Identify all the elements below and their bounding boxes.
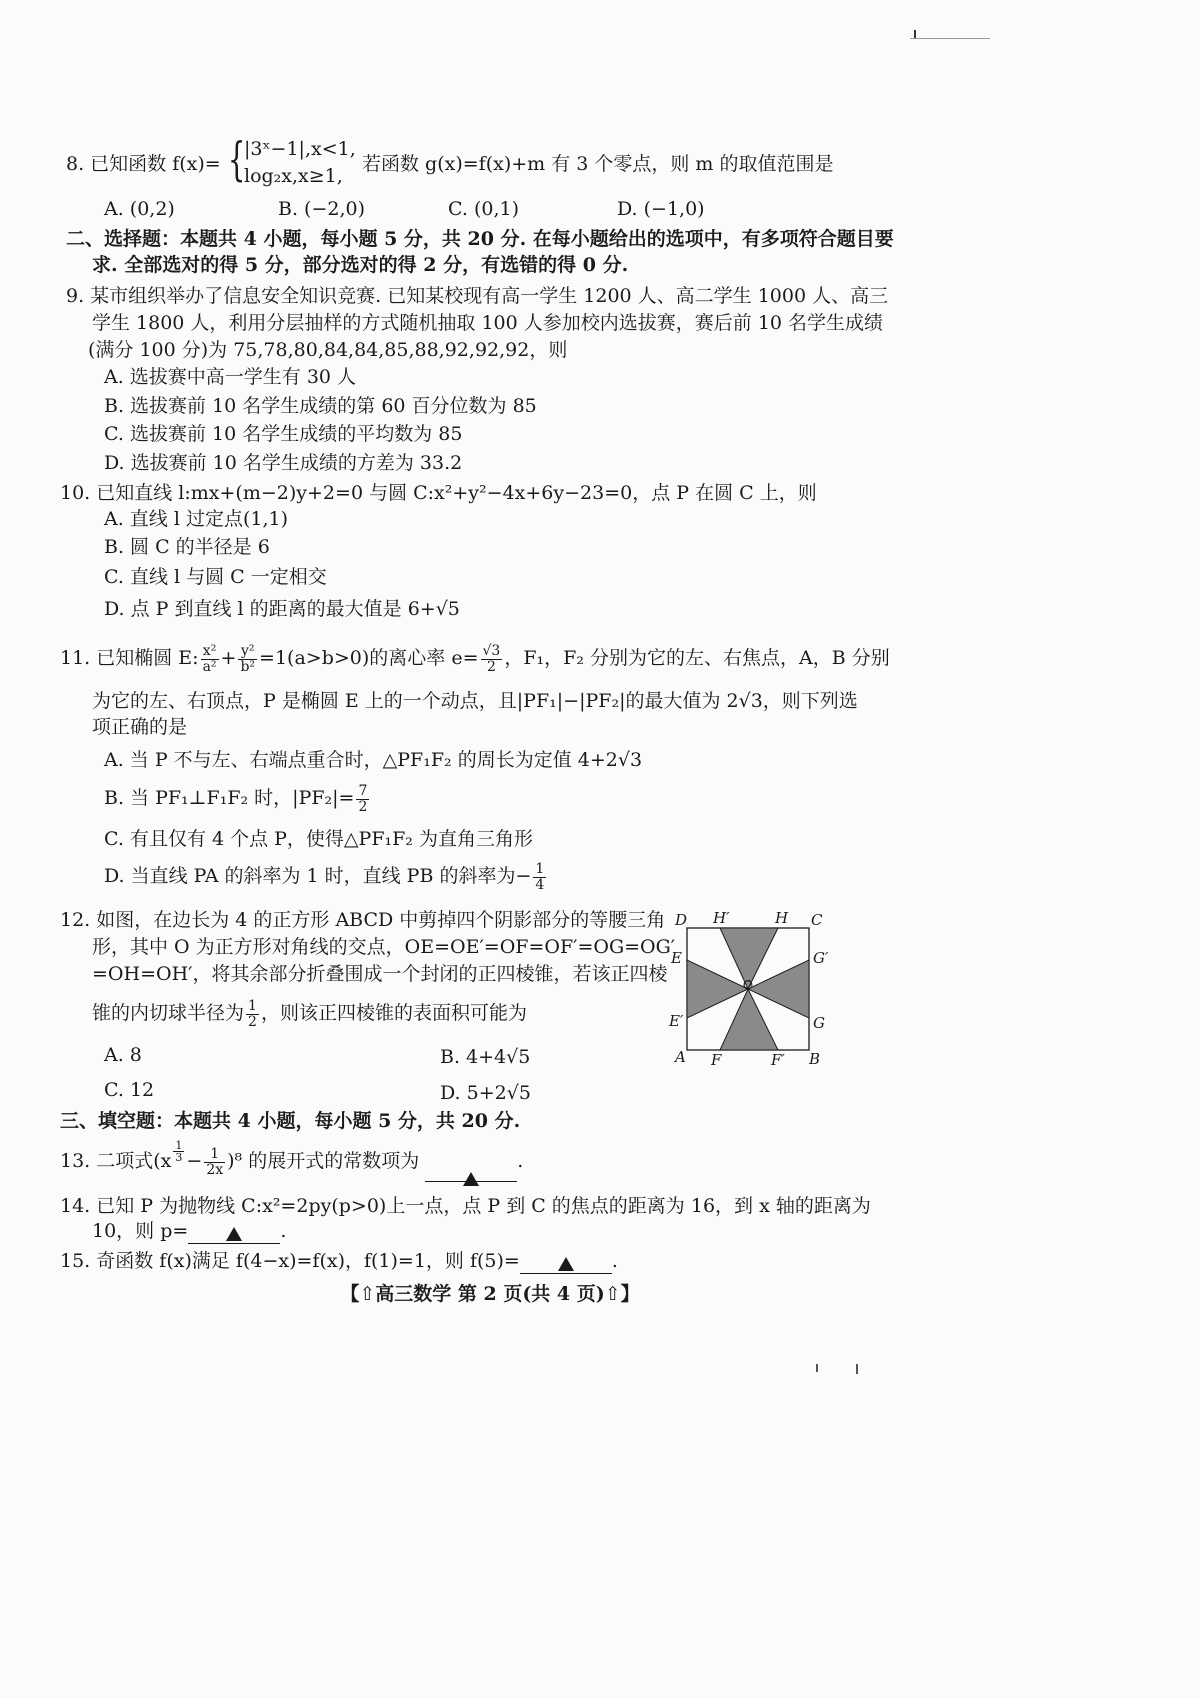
scan-mark [856,1364,858,1374]
q11-frac-x: $\frac{\text{x²}}{\text{a²}}$ [202,642,217,675]
q11-option-b: B. 当 PF₁⊥F₁F₂ 时，|PF₂|= $\frac{7}{2}$ [104,782,368,815]
q8-option-b: B. (−2,0) [278,198,366,220]
q11-frac-y: $\frac{\text{y²}}{\text{b²}}$ [240,642,256,675]
q11-part3: ，F₁，F₂ 分别为它的左、右焦点，A，B 分别 [504,647,890,669]
q9-option-d: D. 选拔赛前 10 名学生成绩的方差为 33.2 [104,452,463,474]
q11-frac-e: $\frac{√3}{2}$ [482,642,501,675]
triangle-icon [226,1227,242,1241]
q13-line: 13. 二项式(x $^{\frac{1}{3}}$ − $\frac{1}{2x}$ )⁸ 的展开式的常数项为 . [60,1140,523,1182]
q12-line4: 锥的内切球半径为 $\frac{1}{2}$ ，则该正四棱锥的表面积可能为 [92,997,527,1030]
q13-exponent-frac: 1 3 [175,1139,183,1164]
q8-brace: { [227,132,246,186]
q12-line1: 12. 如图，在边长为 4 的正方形 ABCD 中剪掉四个阴影部分的等腰三角 [60,909,666,931]
label-b: B [809,1050,821,1068]
q15-answer-blank[interactable] [520,1251,612,1274]
label-h: H [775,909,789,927]
q9-option-c: C. 选拔赛前 10 名学生成绩的平均数为 85 [104,423,463,445]
section2-heading-line1: 二、选择题：本题共 4 小题，每小题 5 分，共 20 分. 在每小题给出的选项中，有多项符合题目要 [66,228,894,250]
q14-answer-blank[interactable] [188,1221,280,1244]
q11-option-b-frac: $\frac{7}{2}$ [358,782,368,815]
section2-heading-line2: 求. 全部选对的得 5 分，部分选对的得 2 分，有选错的得 0 分. [92,254,629,276]
q11-line2: 为它的左、右顶点，P 是椭圆 E 上的一个动点，且|PF₁|−|PF₂|的最大值为 2√3，则下列选 [92,690,858,712]
q8-option-d: D. (−1,0) [617,198,705,220]
q14-line2: 10，则 p= . [92,1220,287,1242]
q12-line2: 形，其中 O 为正方形对角线的交点，OE=OE′=OF=OF′=OG=OG′ [92,936,676,958]
q8-case1: |3ˣ−1|,x<1, [244,138,356,160]
q11-part1: 11. 已知椭圆 E: [60,647,199,669]
label-c: C [811,911,823,929]
q10-option-c: C. 直线 l 与圆 C 一定相交 [104,566,327,588]
q8-option-a: A. (0,2) [104,198,175,220]
top-right-mark [910,30,990,40]
q9-line1: 9. 某市组织举办了信息安全知识竞赛. 已知某校现有高一学生 1200 人、高二学生 1000 人、高三 [66,285,889,307]
q12-radius-frac: $\frac{1}{2}$ [248,997,257,1030]
label-g: G [813,1014,825,1032]
q11-line3: 项正确的是 [92,716,188,738]
label-g-prime: G′ [813,949,829,967]
q8-option-c: C. (0,1) [448,198,519,220]
q9-option-b: B. 选拔赛前 10 名学生成绩的第 60 百分位数为 85 [104,395,537,417]
q9-option-a: A. 选拔赛中高一学生有 30 人 [104,366,357,388]
label-o: O [743,978,753,991]
q10-option-b: B. 圆 C 的半径是 6 [104,536,270,558]
label-d: D [675,911,688,929]
label-a: A [675,1048,686,1066]
q11-option-a: A. 当 P 不与左、右端点重合时，△PF₁F₂ 的周长为定值 4+2√3 [104,749,643,771]
q13-frac: $\frac{1}{2x}$ [206,1145,224,1178]
triangle-icon [463,1172,479,1186]
scan-mark [816,1364,818,1372]
label-e: E [671,949,682,967]
q11-plus: + [220,647,237,669]
q15-line: 15. 奇函数 f(x)满足 f(4−x)=f(x)，f(1)=1，则 f(5)= . [60,1250,618,1272]
q12-option-a: A. 8 [104,1044,142,1066]
q8-case2: log₂x,x≥1, [244,165,343,187]
q10-option-d: D. 点 P 到直线 l 的距离的最大值是 6+√5 [104,598,460,620]
q12-option-d: D. 5+2√5 [440,1082,531,1104]
q13-answer-blank[interactable] [425,1159,517,1182]
triangle-icon [558,1257,574,1271]
square-figure-svg [675,906,835,1069]
q8-suffix: 若函数 g(x)=f(x)+m 有 3 个零点，则 m 的取值范围是 [362,153,834,175]
section3-heading: 三、填空题：本题共 4 小题，每小题 5 分，共 20 分. [60,1110,521,1132]
q12-option-b: B. 4+4√5 [440,1046,531,1068]
q12-line3: =OH=OH′，将其余部分折叠围成一个封闭的正四棱锥，若该正四棱 [92,963,668,985]
q11-line1 [60,640,890,676]
q10-line1: 10. 已知直线 l:mx+(m−2)y+2=0 与圆 C:x²+y²−4x+6y−23=0，点 P 在圆 C 上，则 [60,482,817,504]
q14-line1: 14. 已知 P 为抛物线 C:x²=2py(p>0)上一点，点 P 到 C 的焦点的距离为 16，到 x 轴的距离为 [60,1195,871,1217]
q11-part2: =1(a>b>0)的离心率 e= [259,647,479,669]
label-h-prime: H′ [713,909,730,927]
q9-line2: 学生 1800 人，利用分层抽样的方式随机抽取 100 人参加校内选拔赛，赛后前 10 名学生成绩 [92,312,884,334]
square-figure [669,906,835,1069]
q11-option-d-frac: $\frac{1}{4}$ [535,860,545,893]
label-e-prime: E′ [669,1012,684,1030]
q11-option-c: C. 有且仅有 4 个点 P，使得△PF₁F₂ 为直角三角形 [104,828,533,850]
label-f: F [711,1051,722,1069]
q12-option-c: C. 12 [104,1079,155,1101]
q10-option-a: A. 直线 l 过定点(1,1) [104,508,288,530]
page-footer: 【⇧高三数学 第 2 页(共 4 页)⇧】 [340,1283,640,1305]
q11-option-d: D. 当直线 PA 的斜率为 1 时，直线 PB 的斜率为− $\frac{1}{4}$ [104,860,545,893]
q8-prefix: 8. 已知函数 f(x)= [66,153,221,175]
label-f-prime: F′ [771,1051,785,1069]
q9-line3: (满分 100 分)为 75,78,80,84,84,85,88,92,92,92，则 [88,339,568,361]
